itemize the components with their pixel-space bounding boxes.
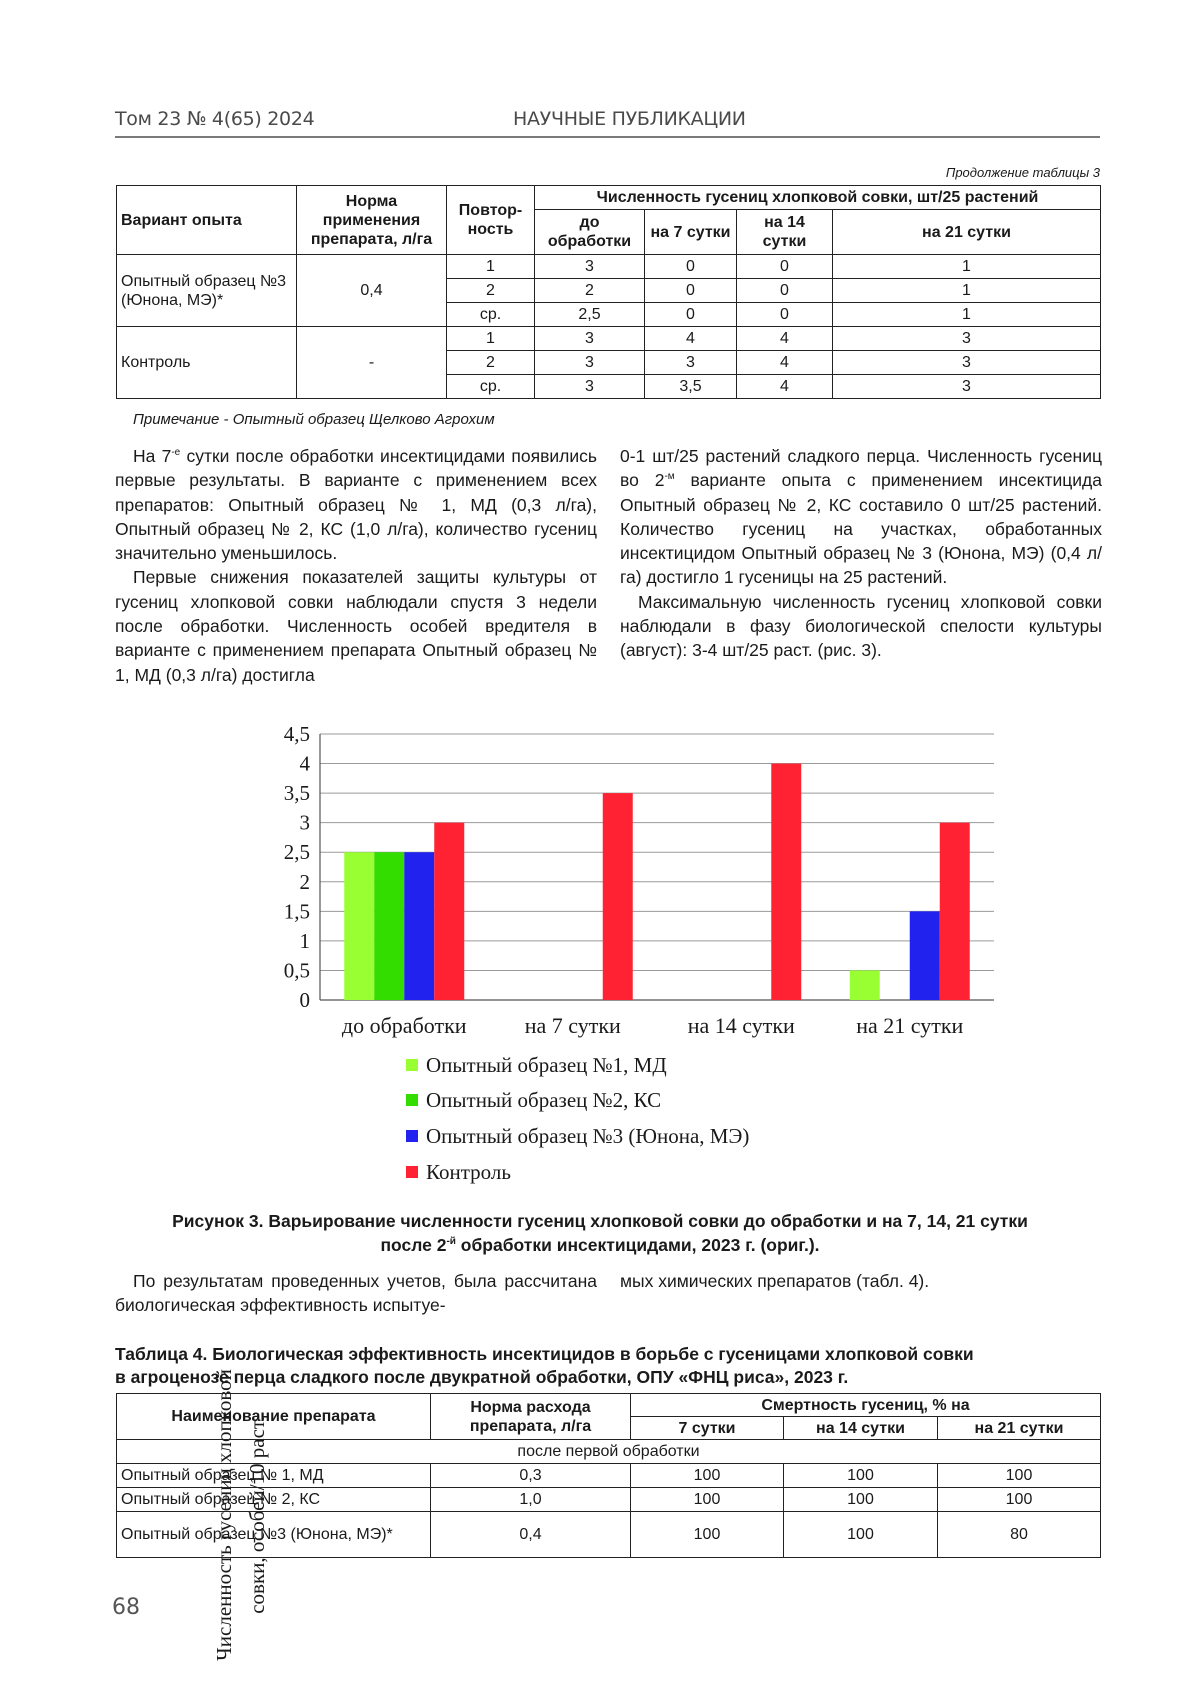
cell: 3 (833, 351, 1101, 375)
legend-swatch (406, 1166, 418, 1178)
cell: 0 (645, 255, 737, 279)
col-drug-name: Наименование препарата (117, 1394, 431, 1440)
cell: 100 (631, 1464, 784, 1488)
x-tick-label: на 21 сутки (856, 1013, 964, 1038)
header-rule (115, 136, 1100, 138)
table-row (117, 327, 1101, 351)
y-tick-label: 3 (299, 810, 310, 835)
cell: 0 (645, 303, 737, 327)
bar (344, 852, 374, 1000)
bar (850, 970, 880, 1000)
bar (404, 852, 434, 1000)
x-tick-labels (342, 1013, 964, 1038)
col-day14: на 14 сутки (737, 210, 833, 255)
table-4 (116, 1393, 1101, 1558)
cell: 100 (938, 1488, 1101, 1512)
x-tick-label: до обработки (341, 1013, 467, 1038)
cell: 3 (535, 327, 645, 351)
legend-label: Опытный образец №1, МД (426, 1053, 667, 1077)
cell: 0,3 (431, 1464, 631, 1488)
x-tick-label: на 14 сутки (687, 1013, 795, 1038)
col-day7: на 7 сутки (645, 210, 737, 255)
text-after-figure-right (620, 1269, 1102, 1293)
paragraph: мых химических препаратов (табл. 4). (620, 1271, 930, 1291)
page-number: 68 (112, 1595, 140, 1620)
cell: 0 (737, 279, 833, 303)
legend-item (426, 1053, 667, 1078)
cell: 0,4 (431, 1512, 631, 1558)
y-tick-label: 3,5 (283, 781, 310, 806)
bar (374, 852, 404, 1000)
variant-norm: - (297, 327, 447, 399)
col-day21: на 21 сутки (938, 1417, 1101, 1440)
y-tick-label: 2,5 (283, 840, 310, 865)
cell: 100 (784, 1464, 938, 1488)
cell: 0 (737, 255, 833, 279)
paragraph: На $7^{-е}$ сутки после обработки инсектицидами появились первые результаты. В варианте с применением всех препаратов: Опытный образец № 1, МД (0,3 л/га), Опытный образец № 2, КС (1,0 л/га), количество гусениц значительно уменьшилось. (115, 446, 597, 564)
table-row (117, 1464, 1101, 1488)
legend-label: Опытный образец №2, КС (426, 1088, 662, 1112)
variant-name: Контроль (117, 327, 297, 399)
paragraph: По результатам проведенных учетов, была рассчитана биологическая эффективность испытуе- (115, 1271, 597, 1316)
cell: 100 (631, 1512, 784, 1558)
y-tick-label: 0,5 (283, 958, 310, 983)
col-day7: 7 сутки (631, 1417, 784, 1440)
legend-item (426, 1160, 511, 1185)
cell: 1 (447, 255, 535, 279)
cell: 1 (833, 279, 1101, 303)
paragraph: Максимальную численность гусениц хлопковой совки наблюдали в фазу биологической спелости культуры (август): 3-4 шт/25 раст. (рис. 3). (620, 591, 1102, 661)
legend-label: Опытный образец №3 (Юнона, МЭ) (426, 1124, 750, 1148)
cell: 3,5 (645, 375, 737, 399)
cell: 3 (535, 375, 645, 399)
table-note: Примечание - Опытный образец Щелково Агрохим (133, 411, 495, 428)
col-variant: Вариант опыта (117, 186, 297, 255)
col-day14: на 14 сутки (784, 1417, 938, 1440)
col-dose: Норма расхода препарата, л/га (431, 1394, 631, 1440)
cell: 3 (535, 351, 645, 375)
cell: 2 (447, 351, 535, 375)
cell: 4 (645, 327, 737, 351)
text-column-right (620, 444, 1102, 663)
bar (910, 911, 940, 1000)
cell: 100 (784, 1512, 938, 1558)
cell: 100 (938, 1464, 1101, 1488)
cell: 1 (833, 303, 1101, 327)
section-row: после первой обработки (117, 1440, 1101, 1464)
cell: 100 (631, 1488, 784, 1512)
cell: 1,0 (431, 1488, 631, 1512)
legend-swatch (406, 1094, 418, 1106)
text-column-left (115, 444, 597, 687)
paragraph: Первые снижения показателей защиты культуры от гусениц хлопковой совки наблюдали спустя 3 недели после обработки. Численность особей вредителя в варианте с применением препарата Опытный образец № 1, МД (0,3 л/га) достигла (115, 567, 597, 685)
col-day21: на 21 сутки (833, 210, 1101, 255)
cell: 3 (535, 255, 645, 279)
y-tick-label: 0 (299, 988, 310, 1012)
bar (771, 764, 801, 1000)
col-before: до обработки (535, 210, 645, 255)
section-title: НАУЧНЫЕ ПУБЛИКАЦИИ (513, 108, 746, 130)
variant-name: Опытный образец №3 (Юнона, МЭ)* (117, 255, 297, 327)
col-norm: Норма применения препарата, л/га (297, 186, 447, 255)
figure-caption: Рисунок 3. Варьирование численности гусениц хлопковой совки до обработки и на 7, 14, 21 сутки после $2^{-й}$ обработки инсектицидами, 2023 г. (ориг.). (172, 1211, 1028, 1255)
paragraph: 0-1 шт/25 растений сладкого перца. Численность гусениц во $2^{-м}$ варианте опыта с применением инсектицида Опытный образец № 2, КС составило 0 шт/25 растений. Количество гусениц на участках, обработанных инсектицидом Опытный образец № 3 (Юнона, МЭ) (0,4 л/га) достигло 1 гусеницы на 25 растений. (620, 446, 1102, 588)
col-group-count: Численность гусениц хлопковой совки, шт/25 растений (535, 186, 1101, 210)
col-repetition: Повтор-ность (447, 186, 535, 255)
y-tick-labels (284, 722, 311, 1012)
y-tick-label: 2 (299, 869, 310, 894)
cell: Опытный образец № 2, КС (117, 1488, 431, 1512)
y-tick-label: 4 (299, 751, 310, 776)
y-axis-label-line2: совки, особей/10 раст. (245, 1416, 269, 1614)
cell: 0 (645, 279, 737, 303)
legend-swatch (406, 1059, 418, 1071)
cell: Опытный образец № 1, МД (117, 1464, 431, 1488)
cell: 2 (535, 279, 645, 303)
table-3 (116, 185, 1101, 399)
y-tick-label: 1 (299, 928, 310, 953)
table-row (117, 1488, 1101, 1512)
col-group-mortality: Смертность гусениц, % на (631, 1394, 1101, 1417)
variant-norm: 0,4 (297, 255, 447, 327)
legend-item (426, 1088, 661, 1113)
y-axis-label-line1: Численность гусениц хлопковой (212, 1369, 236, 1661)
cell: 4 (737, 327, 833, 351)
cell: 80 (938, 1512, 1101, 1558)
bar (603, 793, 633, 1000)
cell: 1 (447, 327, 535, 351)
cell: 4 (737, 351, 833, 375)
cell: 3 (833, 375, 1101, 399)
cell: 3 (833, 327, 1101, 351)
text-after-figure-left (115, 1269, 597, 1318)
cell: 4 (737, 375, 833, 399)
y-tick-label: 1,5 (283, 899, 310, 924)
cell: 0 (737, 303, 833, 327)
cell: ср. (447, 375, 535, 399)
cell: 3 (645, 351, 737, 375)
table-row (117, 255, 1101, 279)
x-tick-label: на 7 сутки (524, 1013, 621, 1038)
bar (940, 823, 970, 1000)
legend-label: Контроль (426, 1160, 511, 1184)
y-tick-label: 4,5 (283, 722, 310, 746)
cell: 2,5 (535, 303, 645, 327)
cell: 1 (833, 255, 1101, 279)
legend-swatch (406, 1130, 418, 1142)
table-row (117, 1512, 1101, 1558)
table-4-title: Таблица 4. Биологическая эффективность инсектицидов в борьбе с гусеницами хлопковой совки в агроценозе перца сладкого после двукратной обработки, ОПУ «ФНЦ риса», 2023 г. (115, 1344, 974, 1387)
legend-item (426, 1124, 749, 1149)
bar (434, 823, 464, 1000)
cell: 2 (447, 279, 535, 303)
table-continuation-label: Продолжение таблицы 3 (945, 165, 1100, 180)
cell: 100 (784, 1488, 938, 1512)
journal-issue: Том 23 № 4(65) 2024 (115, 108, 315, 130)
cell: Опытный образец №3 (Юнона, МЭ)* (117, 1512, 431, 1558)
cell: ср. (447, 303, 535, 327)
